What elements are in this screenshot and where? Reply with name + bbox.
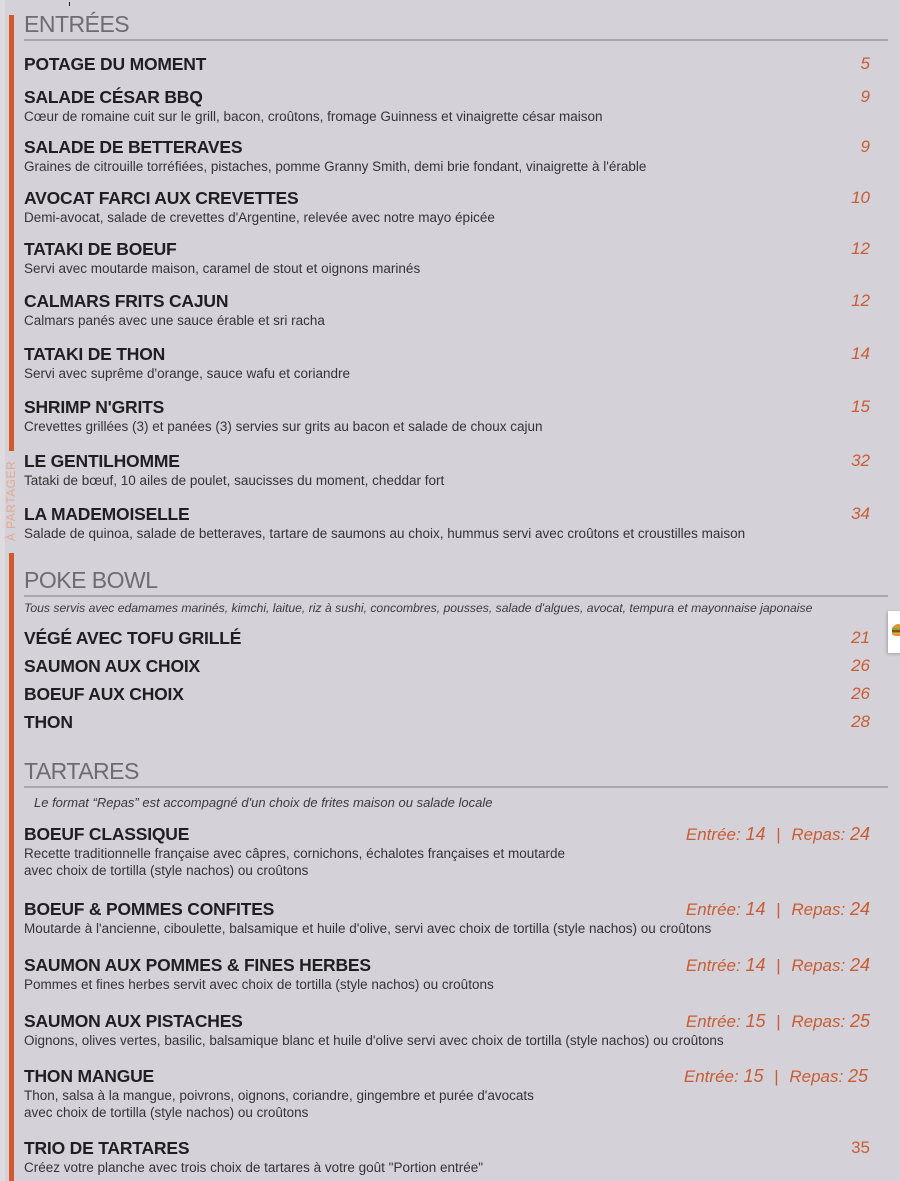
item-name: POTAGE DU MOMENT (24, 54, 207, 74)
item-description: Salade de quinoa, salade de betteraves, tartare de saumons au choix, hummus servi avec croûtons et croustilles maison (24, 526, 746, 541)
price-separator: | (776, 956, 781, 975)
entree-price: 14 (745, 955, 766, 975)
menu-item (24, 954, 888, 993)
item-name: TRIO DE TARTARES (24, 1138, 190, 1158)
item-description-line: Recette traditionnelle française avec câpres, cornichons, échalotes françaises et moutarde (24, 846, 566, 861)
menu-item (24, 290, 888, 329)
item-price-dual (686, 1010, 870, 1033)
item-price: 32 (851, 451, 870, 470)
menu-item (24, 187, 888, 226)
price-separator: | (776, 1012, 781, 1031)
menu-item (24, 503, 888, 542)
entree-label: Entrée: (685, 956, 741, 975)
item-price-dual (686, 823, 870, 846)
item-description: Calmars panés avec une sauce érable et sri racha (24, 313, 325, 328)
menu-item (24, 683, 888, 705)
section-entrees (24, 10, 888, 41)
item-name: AVOCAT FARCI AUX CREVETTES (24, 188, 299, 208)
item-price-dual (686, 954, 870, 977)
menu-item (24, 136, 888, 175)
item-price: 5 (860, 54, 870, 73)
item-price: 15 (851, 397, 870, 416)
item-description: Demi-avocat, salade de crevettes d'Argentine, relevée avec notre mayo épicée (24, 210, 495, 225)
item-name: VÉGÉ AVEC TOFU GRILLÉ (24, 628, 242, 648)
menu-item (24, 238, 888, 277)
item-description-line: Pommes et fines herbes servit avec choix de tortilla (style nachos) ou croûtons (24, 977, 494, 992)
price-separator: | (776, 825, 781, 844)
item-description: Servi avec suprême d'orange, sauce wafu et coriandre (24, 366, 351, 381)
section-title-poke-bowl: POKE BOWL (24, 566, 888, 597)
menu-item (24, 53, 888, 75)
item-name: TATAKI DE THON (24, 344, 166, 364)
item-price: 35 (851, 1138, 870, 1157)
accent-bar-top (9, 15, 14, 451)
page-edge (0, 0, 5, 1181)
item-price: 12 (851, 239, 870, 258)
item-description: Graines de citrouille torréfiées, pistaches, pomme Granny Smith, demi brie fondant, vinaigrette à l'érable (24, 159, 647, 174)
item-description: Tataki de bœuf, 10 ailes de poulet, saucisses du moment, cheddar fort (24, 473, 445, 488)
item-price: 9 (860, 137, 870, 156)
item-price: 10 (851, 188, 870, 207)
a-partager-label (2, 455, 20, 547)
menu-item (24, 823, 888, 879)
menu-item (24, 627, 888, 649)
menu-item (24, 898, 888, 937)
item-price: 26 (851, 656, 870, 675)
repas-label: Repas: (789, 1067, 844, 1086)
item-name: CALMARS FRITS CAJUN (24, 291, 229, 311)
entree-label: Entrée: (685, 825, 741, 844)
menu-item (24, 1137, 888, 1176)
item-name: THON (24, 712, 73, 732)
menu-item (24, 711, 888, 733)
accent-bar-bottom (9, 553, 14, 1181)
entree-price: 14 (745, 899, 766, 919)
repas-label: Repas: (791, 956, 846, 975)
item-price: 9 (860, 87, 870, 106)
entree-label: Entrée: (685, 1012, 741, 1031)
repas-price: 25 (847, 1066, 868, 1086)
a-partager-text: À PARTAGER (4, 460, 19, 542)
item-name: SALADE DE BETTERAVES (24, 137, 243, 157)
repas-price: 25 (849, 1011, 870, 1031)
item-price: 34 (851, 504, 870, 523)
item-description-line: avec choix de tortilla (style nachos) ou croûtons (24, 863, 309, 878)
item-description-line: Moutarde à l'ancienne, ciboulette, balsamique et huile d'olive, servi avec choix de tortilla (style nachos) ou croûtons (24, 921, 712, 936)
section-tartares (24, 757, 888, 811)
item-name: SALADE CÉSAR BBQ (24, 87, 203, 107)
section-note: Tous servis avec edamames marinés, kimchi, laitue, riz à sushi, concombres, pousses, salade d'algues, avocat, tempura et mayonnaise japonaise (24, 601, 813, 615)
item-name: TATAKI DE BOEUF (24, 239, 177, 259)
floating-widget-tab[interactable] (888, 611, 900, 653)
entree-price: 14 (745, 824, 766, 844)
repas-price: 24 (849, 955, 870, 975)
repas-label: Repas: (791, 900, 846, 919)
repas-price: 24 (849, 899, 870, 919)
section-title-tartares: TARTARES (24, 757, 888, 788)
item-price: 26 (851, 684, 870, 703)
item-description-line: avec choix de tortilla (style nachos) ou croûtons (24, 1105, 309, 1120)
repas-label: Repas: (791, 825, 846, 844)
menu-item (24, 343, 888, 382)
entree-price: 15 (743, 1066, 764, 1086)
item-price-dual (686, 898, 870, 921)
section-poke-bowl (24, 566, 888, 617)
menu-item (24, 655, 888, 677)
repas-label: Repas: (791, 1012, 846, 1031)
cursor-mark (69, 2, 70, 6)
item-name: BOEUF CLASSIQUE (24, 824, 190, 844)
item-name: BOEUF AUX CHOIX (24, 684, 184, 704)
entree-label: Entrée: (683, 1067, 739, 1086)
item-name: SHRIMP N'GRITS (24, 397, 165, 417)
menu-item (24, 1065, 888, 1121)
item-description-line: Thon, salsa à la mangue, poivrons, oignons, coriandre, gingembre et purée d'avocats (24, 1088, 534, 1103)
item-name: THON MANGUE (24, 1066, 155, 1086)
item-name: BOEUF & POMMES CONFITES (24, 899, 275, 919)
item-price: 21 (851, 628, 870, 647)
section-title-entrees: ENTRÉES (24, 10, 888, 41)
item-price: 28 (851, 712, 870, 731)
entree-price: 15 (745, 1011, 766, 1031)
price-separator: | (776, 900, 781, 919)
section-note: Le format “Repas” est accompagné d'un choix de frites maison ou salade locale (34, 795, 493, 810)
repas-price: 24 (849, 824, 870, 844)
item-description: Servi avec moutarde maison, caramel de stout et oignons marinés (24, 261, 421, 276)
item-price-dual (684, 1065, 868, 1088)
item-description: Crevettes grillées (3) et panées (3) servies sur grits au bacon et salade de choux cajun (24, 419, 543, 434)
item-name: SAUMON AUX PISTACHES (24, 1011, 243, 1031)
menu-item (24, 450, 888, 489)
menu-item (24, 1010, 888, 1049)
item-price: 12 (851, 291, 870, 310)
menu-item (24, 396, 888, 435)
item-description-line: Créez votre planche avec trois choix de tartares à votre goût "Portion entrée" (24, 1160, 484, 1175)
item-name: SAUMON AUX POMMES & FINES HERBES (24, 955, 371, 975)
item-description-line: Oignons, olives vertes, basilic, balsamique blanc et huile d'olive servi avec choix de tortilla (style nachos) ou croûtons (24, 1033, 724, 1048)
item-description: Cœur de romaine cuit sur le grill, bacon, croûtons, fromage Guinness et vinaigrette césar maison (24, 109, 603, 124)
item-price: 14 (851, 344, 870, 363)
item-name: LA MADEMOISELLE (24, 504, 190, 524)
menu-item (24, 86, 888, 125)
burger-icon (891, 621, 900, 637)
item-name: LE GENTILHOMME (24, 451, 180, 471)
entree-label: Entrée: (685, 900, 741, 919)
item-name: SAUMON AUX CHOIX (24, 656, 201, 676)
price-separator: | (774, 1067, 779, 1086)
